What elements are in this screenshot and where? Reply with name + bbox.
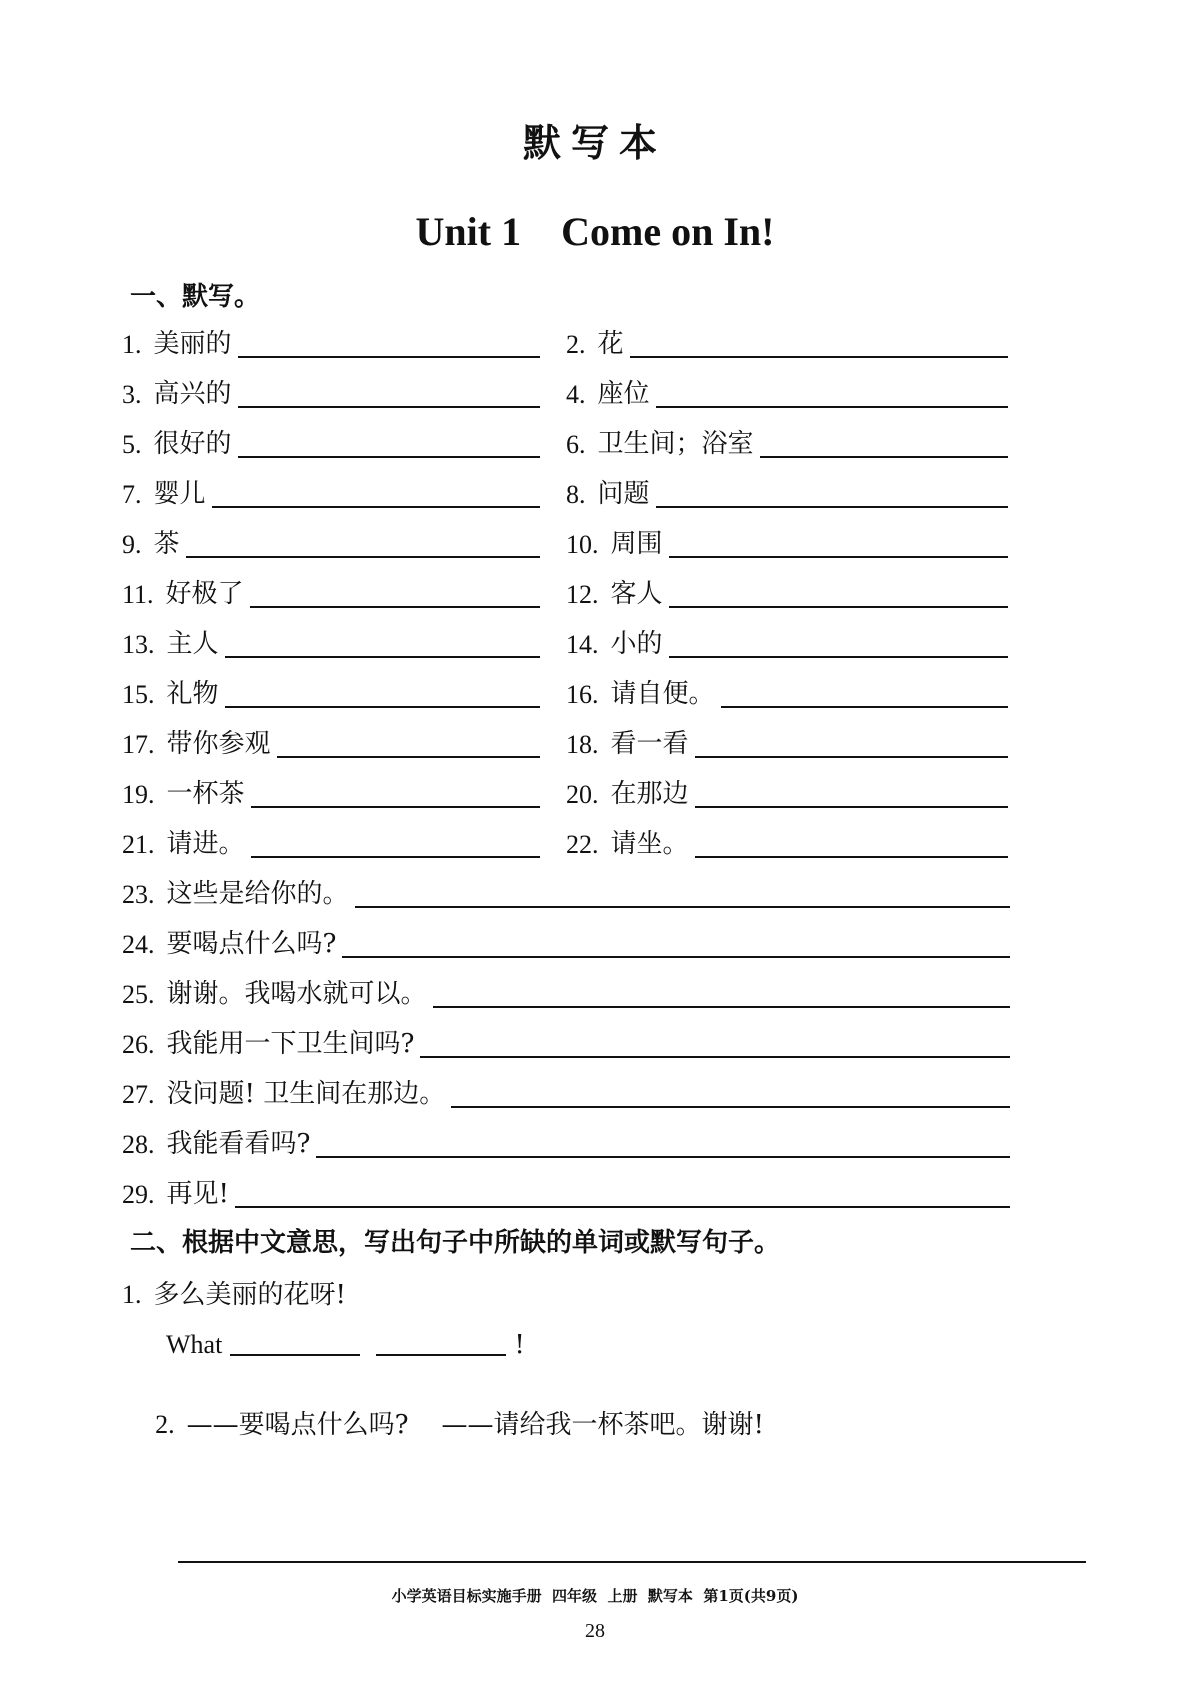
answer-blank[interactable] xyxy=(251,856,540,858)
item-number: 9. xyxy=(122,530,142,559)
answer-blank[interactable] xyxy=(433,1006,1010,1008)
section2-q1 xyxy=(122,1274,346,1311)
answer-blank[interactable] xyxy=(656,506,1008,508)
section2-heading: 二、根据中文意思，写出句子中所缺的单词或默写句子。 xyxy=(130,1228,781,1258)
answer-blank[interactable] xyxy=(238,356,540,358)
answer-blank[interactable] xyxy=(656,406,1008,408)
item-prompt: 再见! xyxy=(166,1179,229,1209)
dictation-item xyxy=(122,872,1010,910)
question-prompt: 多么美丽的花呀! xyxy=(153,1280,346,1310)
item-prompt: 高兴的 xyxy=(153,379,232,409)
item-number: 16. xyxy=(566,680,599,709)
dictation-item xyxy=(122,972,1010,1010)
item-prompt: 这些是给你的。 xyxy=(166,879,349,909)
item-number: 19. xyxy=(122,780,155,809)
answer-blank[interactable] xyxy=(451,1106,1010,1108)
answer-blank[interactable] xyxy=(235,1206,1010,1208)
item-prompt: 客人 xyxy=(610,579,663,609)
item-prompt: 花 xyxy=(597,329,624,359)
item-number: 12. xyxy=(566,580,599,609)
dictation-item xyxy=(122,422,540,460)
answer-blank[interactable] xyxy=(238,406,540,408)
section2-q1-answer-line xyxy=(166,1322,525,1360)
dictation-item xyxy=(566,672,1008,710)
dictation-item xyxy=(122,1022,1010,1060)
dictation-item xyxy=(122,922,1010,960)
item-prompt: 美丽的 xyxy=(153,329,232,359)
answer-blank[interactable] xyxy=(695,806,1008,808)
item-number: 13. xyxy=(122,630,155,659)
unit-title: Unit 1 Come on In! xyxy=(415,209,775,254)
dictation-item xyxy=(566,472,1008,510)
footer-caption: 小学英语目标实施手册 四年级 上册 默写本 第1页(共9页) xyxy=(391,1587,799,1605)
page-number: 28 xyxy=(585,1620,605,1642)
answer-blank[interactable] xyxy=(695,756,1008,758)
item-number: 10. xyxy=(566,530,599,559)
dictation-item xyxy=(122,372,540,410)
answer-blank[interactable] xyxy=(760,456,1008,458)
item-number: 23. xyxy=(122,880,155,909)
item-number: 3. xyxy=(122,380,142,409)
question-prompt: ——要喝点什么吗? ——请给我一杯茶吧。谢谢! xyxy=(186,1410,765,1440)
item-prompt: 主人 xyxy=(166,629,219,659)
item-number: 26. xyxy=(122,1030,155,1059)
item-number: 17. xyxy=(122,730,155,759)
answer-blank[interactable] xyxy=(630,356,1008,358)
dictation-item xyxy=(566,772,1008,810)
dictation-item xyxy=(122,822,540,860)
item-prompt: 请进。 xyxy=(166,829,245,859)
sentence-lead-word: What xyxy=(166,1330,223,1359)
item-prompt: 卫生间；浴室 xyxy=(597,429,754,459)
answer-blank[interactable] xyxy=(277,756,540,758)
footer-divider xyxy=(178,1561,1086,1563)
answer-blank[interactable] xyxy=(225,656,540,658)
item-number: 29. xyxy=(122,1180,155,1209)
page-title: 默写本 xyxy=(522,120,667,165)
item-prompt: 请坐。 xyxy=(610,829,689,859)
item-prompt: 礼物 xyxy=(166,679,219,709)
dictation-item xyxy=(566,322,1008,360)
item-number: 15. xyxy=(122,680,155,709)
dictation-item xyxy=(122,322,540,360)
item-prompt: 要喝点什么吗? xyxy=(166,929,337,959)
sentence-end-mark: ! xyxy=(514,1330,525,1360)
item-prompt: 问题 xyxy=(597,479,650,509)
section1-heading: 一、默写。 xyxy=(130,282,261,312)
answer-blank[interactable] xyxy=(316,1156,1010,1158)
item-number: 14. xyxy=(566,630,599,659)
item-number: 6. xyxy=(566,430,586,459)
dictation-item xyxy=(122,1072,1010,1110)
dictation-item xyxy=(566,372,1008,410)
dictation-item xyxy=(122,522,540,560)
item-number: 18. xyxy=(566,730,599,759)
answer-blank[interactable] xyxy=(669,606,1008,608)
answer-blank[interactable] xyxy=(695,856,1008,858)
item-number: 20. xyxy=(566,780,599,809)
dictation-item xyxy=(566,572,1008,610)
dictation-item xyxy=(122,572,540,610)
item-prompt: 好极了 xyxy=(165,579,244,609)
item-number: 24. xyxy=(122,930,155,959)
item-prompt: 没问题! 卫生间在那边。 xyxy=(166,1079,446,1109)
answer-blank[interactable] xyxy=(342,956,1010,958)
item-number: 28. xyxy=(122,1130,155,1159)
dictation-item xyxy=(122,722,540,760)
item-number: 5. xyxy=(122,430,142,459)
item-number: 25. xyxy=(122,980,155,1009)
item-number: 8. xyxy=(566,480,586,509)
item-prompt: 在那边 xyxy=(610,779,689,809)
item-prompt: 谢谢。我喝水就可以。 xyxy=(166,979,427,1009)
item-prompt: 很好的 xyxy=(153,429,232,459)
item-number: 22. xyxy=(566,830,599,859)
item-prompt: 请自便。 xyxy=(610,679,715,709)
item-number: 2. xyxy=(566,330,586,359)
item-number: 21. xyxy=(122,830,155,859)
item-prompt: 看一看 xyxy=(610,729,689,759)
answer-blank[interactable] xyxy=(238,456,540,458)
answer-blank[interactable] xyxy=(251,806,540,808)
answer-blank[interactable] xyxy=(186,556,540,558)
answer-blank[interactable] xyxy=(355,906,1010,908)
answer-blank[interactable] xyxy=(376,1354,506,1356)
item-prompt: 座位 xyxy=(597,379,650,409)
item-prompt: 我能用一下卫生间吗? xyxy=(166,1029,415,1059)
section2-q2 xyxy=(122,1374,764,1471)
dictation-item xyxy=(566,822,1008,860)
answer-blank[interactable] xyxy=(669,556,1008,558)
dictation-item xyxy=(122,672,540,710)
dictation-item xyxy=(566,522,1008,560)
answer-blank[interactable] xyxy=(721,706,1008,708)
item-prompt: 周围 xyxy=(610,529,663,559)
item-prompt: 一杯茶 xyxy=(166,779,245,809)
dictation-item xyxy=(122,1122,1010,1160)
item-number: 11. xyxy=(122,580,154,609)
item-prompt: 婴儿 xyxy=(153,479,206,509)
item-number: 27. xyxy=(122,1080,155,1109)
answer-blank[interactable] xyxy=(250,606,540,608)
dictation-item xyxy=(122,772,540,810)
item-prompt: 我能看看吗? xyxy=(166,1129,311,1159)
answer-blank[interactable] xyxy=(225,706,540,708)
item-prompt: 带你参观 xyxy=(166,729,271,759)
item-number: 4. xyxy=(566,380,586,409)
item-prompt: 茶 xyxy=(153,529,180,559)
answer-blank[interactable] xyxy=(230,1354,360,1356)
question-number: 2. xyxy=(155,1410,175,1439)
dictation-item xyxy=(122,1172,1010,1210)
answer-blank[interactable] xyxy=(420,1056,1010,1058)
item-number: 7. xyxy=(122,480,142,509)
dictation-item xyxy=(566,422,1008,460)
answer-blank[interactable] xyxy=(212,506,540,508)
item-prompt: 小的 xyxy=(610,629,663,659)
item-number: 1. xyxy=(122,330,142,359)
dictation-item xyxy=(122,622,540,660)
dictation-item xyxy=(122,472,540,510)
dictation-item xyxy=(566,622,1008,660)
dictation-item xyxy=(566,722,1008,760)
question-number: 1. xyxy=(122,1280,142,1309)
answer-blank[interactable] xyxy=(669,656,1008,658)
